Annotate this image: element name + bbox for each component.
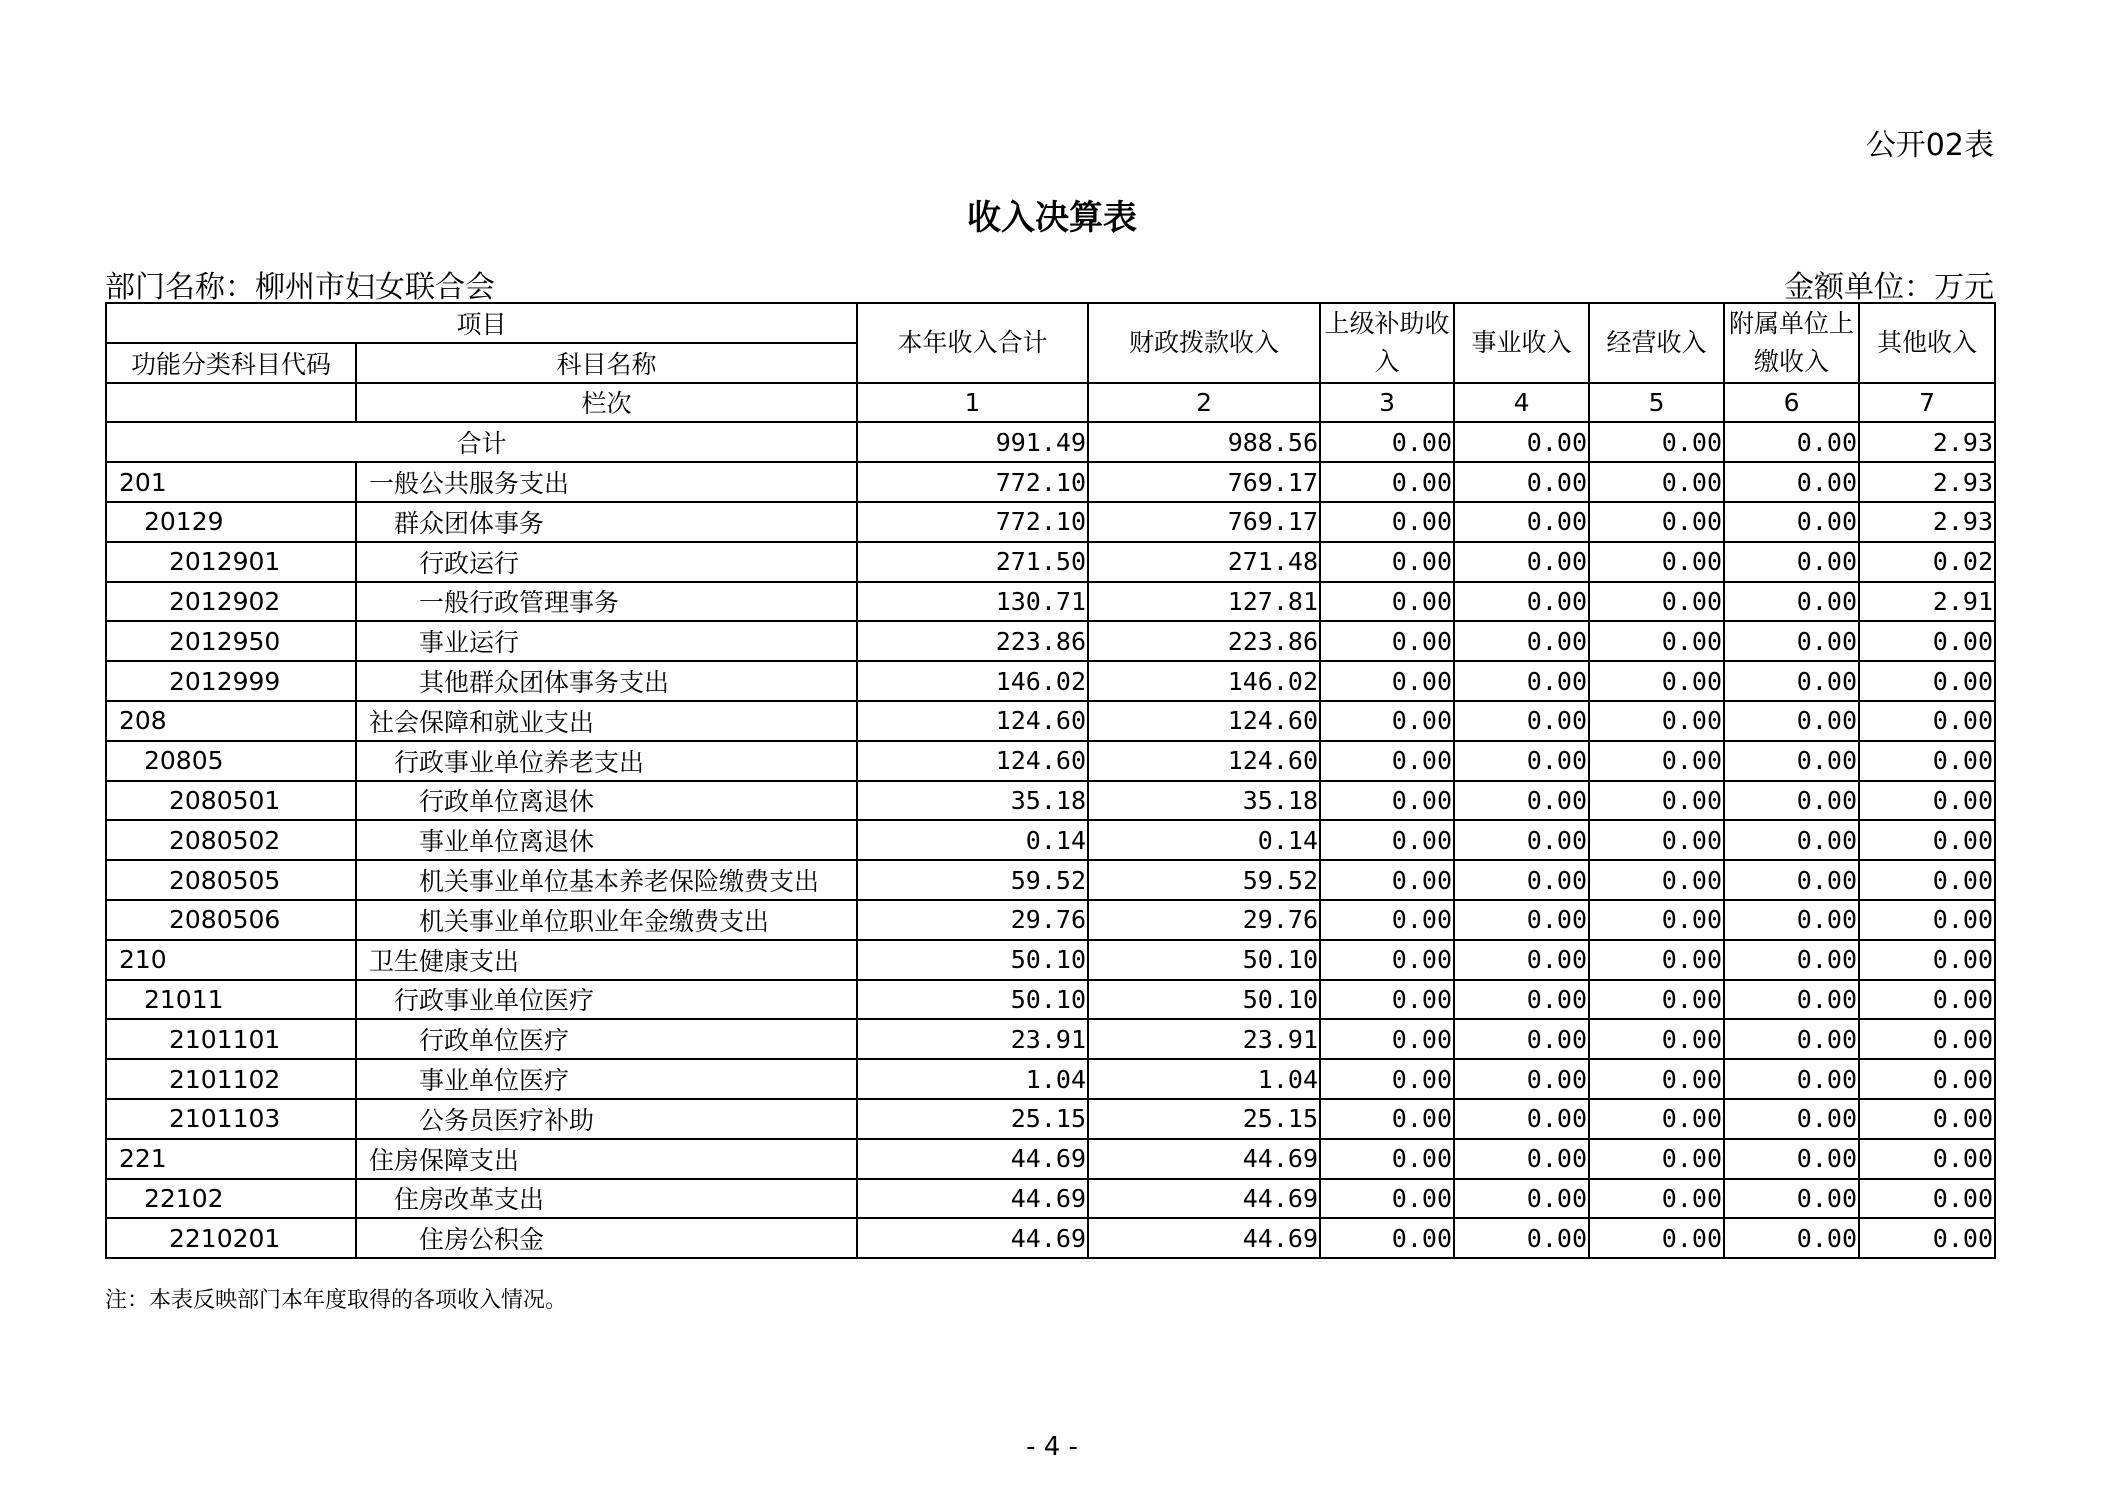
row-name: 行政事业单位医疗	[356, 980, 857, 1020]
row-code: 2101103	[106, 1099, 356, 1139]
row-value: 0.00	[1589, 1059, 1724, 1099]
row-code: 2101101	[106, 1019, 356, 1059]
col-num-2: 2	[1088, 383, 1320, 423]
header-col-5: 经营收入	[1589, 303, 1724, 383]
table-row	[106, 1218, 1995, 1258]
row-value: 0.00	[1454, 1139, 1589, 1179]
row-value: 0.00	[1454, 1099, 1589, 1139]
row-value: 0.00	[1724, 900, 1859, 940]
header-project: 项目	[106, 303, 857, 343]
row-value: 44.69	[857, 1139, 1088, 1179]
header-col-1: 本年收入合计	[857, 303, 1088, 383]
row-code: 210	[106, 940, 356, 980]
row-value: 0.00	[1454, 820, 1589, 860]
row-value: 0.00	[1454, 741, 1589, 781]
row-code: 2012902	[106, 582, 356, 622]
row-value: 25.15	[857, 1099, 1088, 1139]
header-col-2: 财政拨款收入	[1088, 303, 1320, 383]
row-value: 0.00	[1724, 582, 1859, 622]
row-value: 271.48	[1088, 542, 1320, 582]
row-value: 0.00	[1454, 462, 1589, 502]
row-value: 50.10	[857, 940, 1088, 980]
row-value: 0.00	[1454, 542, 1589, 582]
row-value: 0.00	[1724, 1019, 1859, 1059]
row-value: 0.00	[1320, 1179, 1454, 1219]
row-code: 20129	[106, 502, 356, 542]
row-value: 0.00	[1724, 1099, 1859, 1139]
row-value: 0.00	[1724, 1139, 1859, 1179]
row-value: 223.86	[857, 621, 1088, 661]
row-name: 卫生健康支出	[356, 940, 857, 980]
row-value: 2.93	[1859, 502, 1995, 542]
row-value: 0.00	[1589, 542, 1724, 582]
row-value: 1.04	[857, 1059, 1088, 1099]
table-row	[106, 781, 1995, 821]
row-name: 住房改革支出	[356, 1179, 857, 1219]
total-value: 2.93	[1859, 422, 1995, 462]
row-value: 0.00	[1454, 860, 1589, 900]
row-code: 2080505	[106, 860, 356, 900]
row-code: 2012901	[106, 542, 356, 582]
row-value: 271.50	[857, 542, 1088, 582]
row-value: 0.00	[1454, 701, 1589, 741]
table-row	[106, 1099, 1995, 1139]
total-value: 0.00	[1589, 422, 1724, 462]
table-row	[106, 621, 1995, 661]
row-value: 0.00	[1454, 900, 1589, 940]
table-row	[106, 940, 1995, 980]
row-value: 29.76	[857, 900, 1088, 940]
row-value: 0.00	[1589, 1218, 1724, 1258]
row-value: 23.91	[857, 1019, 1088, 1059]
table-row	[106, 701, 1995, 741]
total-row	[106, 422, 1995, 462]
table-row	[106, 661, 1995, 701]
row-value: 0.00	[1589, 1179, 1724, 1219]
row-value: 0.00	[1589, 1019, 1724, 1059]
row-value: 0.00	[1724, 701, 1859, 741]
row-value: 0.00	[1859, 741, 1995, 781]
row-value: 0.00	[1454, 940, 1589, 980]
row-value: 59.52	[1088, 860, 1320, 900]
row-value: 0.00	[1320, 462, 1454, 502]
header-index-blank	[106, 383, 356, 423]
row-value: 0.00	[1320, 502, 1454, 542]
row-value: 0.00	[1589, 582, 1724, 622]
row-value: 0.00	[1589, 701, 1724, 741]
row-name: 一般行政管理事务	[356, 582, 857, 622]
row-value: 124.60	[1088, 701, 1320, 741]
row-name: 机关事业单位职业年金缴费支出	[356, 900, 857, 940]
row-value: 35.18	[857, 781, 1088, 821]
row-value: 0.02	[1859, 542, 1995, 582]
row-value: 0.00	[1320, 940, 1454, 980]
row-name: 事业运行	[356, 621, 857, 661]
page-number: - 4 -	[1026, 1432, 1078, 1462]
row-code: 2210201	[106, 1218, 356, 1258]
row-value: 0.00	[1320, 621, 1454, 661]
table-row	[106, 980, 1995, 1020]
row-value: 0.14	[857, 820, 1088, 860]
table-row	[106, 542, 1995, 582]
header-col-7: 其他收入	[1859, 303, 1995, 383]
row-value: 124.60	[857, 741, 1088, 781]
row-value: 0.00	[1724, 661, 1859, 701]
row-name: 住房公积金	[356, 1218, 857, 1258]
total-value: 991.49	[857, 422, 1088, 462]
table-row	[106, 741, 1995, 781]
row-value: 0.00	[1454, 582, 1589, 622]
row-value: 0.00	[1589, 1099, 1724, 1139]
row-name: 群众团体事务	[356, 502, 857, 542]
row-value: 124.60	[1088, 741, 1320, 781]
table-row	[106, 820, 1995, 860]
row-value: 146.02	[1088, 661, 1320, 701]
row-value: 0.00	[1320, 741, 1454, 781]
row-value: 0.00	[1724, 502, 1859, 542]
row-value: 0.00	[1859, 1218, 1995, 1258]
row-code: 2080501	[106, 781, 356, 821]
row-value: 0.00	[1320, 661, 1454, 701]
col-num-7: 7	[1859, 383, 1995, 423]
row-value: 0.00	[1589, 980, 1724, 1020]
row-name: 事业单位医疗	[356, 1059, 857, 1099]
col-num-1: 1	[857, 383, 1088, 423]
row-name: 公务员医疗补助	[356, 1099, 857, 1139]
row-code: 208	[106, 701, 356, 741]
row-value: 0.00	[1859, 940, 1995, 980]
table-row	[106, 900, 1995, 940]
row-value: 0.00	[1589, 860, 1724, 900]
amount-unit: 金额单位：万元	[1784, 270, 1994, 305]
row-value: 0.00	[1320, 582, 1454, 622]
table-row	[106, 1179, 1995, 1219]
table-row	[106, 860, 1995, 900]
row-value: 0.00	[1859, 1099, 1995, 1139]
row-value: 769.17	[1088, 502, 1320, 542]
row-value: 0.00	[1859, 980, 1995, 1020]
row-value: 0.00	[1724, 741, 1859, 781]
row-value: 44.69	[1088, 1139, 1320, 1179]
total-value: 988.56	[1088, 422, 1320, 462]
col-num-5: 5	[1589, 383, 1724, 423]
row-value: 772.10	[857, 462, 1088, 502]
row-value: 0.00	[1320, 1139, 1454, 1179]
table-row	[106, 1019, 1995, 1059]
header-col-6: 附属单位上缴收入	[1724, 303, 1859, 383]
row-value: 0.00	[1724, 1218, 1859, 1258]
department-name: 部门名称：柳州市妇女联合会	[105, 270, 495, 305]
row-value: 23.91	[1088, 1019, 1320, 1059]
row-value: 0.00	[1724, 1059, 1859, 1099]
row-value: 0.00	[1454, 621, 1589, 661]
row-value: 0.00	[1724, 781, 1859, 821]
row-value: 0.00	[1859, 820, 1995, 860]
row-value: 0.00	[1859, 661, 1995, 701]
row-name: 住房保障支出	[356, 1139, 857, 1179]
row-value: 0.00	[1859, 621, 1995, 661]
row-value: 0.00	[1724, 542, 1859, 582]
table-row	[106, 1139, 1995, 1179]
row-value: 0.00	[1589, 462, 1724, 502]
row-value: 0.00	[1859, 1139, 1995, 1179]
row-name: 一般公共服务支出	[356, 462, 857, 502]
header-col-index-label: 栏次	[356, 383, 857, 423]
row-value: 0.00	[1320, 781, 1454, 821]
row-value: 0.00	[1320, 900, 1454, 940]
row-value: 0.00	[1859, 701, 1995, 741]
row-value: 0.00	[1320, 1218, 1454, 1258]
row-code: 2012950	[106, 621, 356, 661]
row-value: 130.71	[857, 582, 1088, 622]
row-code: 2080506	[106, 900, 356, 940]
row-name: 行政单位离退休	[356, 781, 857, 821]
row-value: 0.00	[1589, 502, 1724, 542]
row-value: 50.10	[1088, 940, 1320, 980]
row-value: 772.10	[857, 502, 1088, 542]
row-value: 44.69	[857, 1218, 1088, 1258]
total-value: 0.00	[1724, 422, 1859, 462]
form-number: 公开02表	[1865, 128, 1994, 163]
table-row	[106, 582, 1995, 622]
row-value: 50.10	[1088, 980, 1320, 1020]
row-value: 29.76	[1088, 900, 1320, 940]
row-value: 0.00	[1320, 542, 1454, 582]
row-value: 0.14	[1088, 820, 1320, 860]
row-value: 0.00	[1454, 661, 1589, 701]
header-row-1	[106, 303, 1995, 343]
row-value: 25.15	[1088, 1099, 1320, 1139]
col-num-4: 4	[1454, 383, 1589, 423]
row-value: 0.00	[1589, 661, 1724, 701]
row-value: 127.81	[1088, 582, 1320, 622]
row-value: 0.00	[1320, 1099, 1454, 1139]
row-value: 0.00	[1454, 1019, 1589, 1059]
table-note: 注：本表反映部门本年度取得的各项收入情况。	[105, 1288, 568, 1313]
row-value: 44.69	[857, 1179, 1088, 1219]
row-value: 0.00	[1724, 980, 1859, 1020]
row-value: 0.00	[1454, 1218, 1589, 1258]
row-value: 0.00	[1320, 820, 1454, 860]
row-value: 0.00	[1724, 940, 1859, 980]
table-row	[106, 1059, 1995, 1099]
row-name: 行政事业单位养老支出	[356, 741, 857, 781]
row-value: 0.00	[1320, 860, 1454, 900]
row-name: 其他群众团体事务支出	[356, 661, 857, 701]
row-value: 0.00	[1859, 900, 1995, 940]
row-code: 221	[106, 1139, 356, 1179]
row-value: 59.52	[857, 860, 1088, 900]
row-value: 0.00	[1724, 1179, 1859, 1219]
table-row	[106, 462, 1995, 502]
total-label: 合计	[106, 422, 857, 462]
row-name: 事业单位离退休	[356, 820, 857, 860]
header-name: 科目名称	[356, 343, 857, 383]
row-value: 0.00	[1859, 1059, 1995, 1099]
row-value: 0.00	[1724, 820, 1859, 860]
row-value: 124.60	[857, 701, 1088, 741]
row-name: 社会保障和就业支出	[356, 701, 857, 741]
row-value: 0.00	[1859, 1179, 1995, 1219]
row-value: 0.00	[1454, 781, 1589, 821]
col-num-3: 3	[1320, 383, 1454, 423]
row-value: 0.00	[1320, 701, 1454, 741]
row-value: 0.00	[1320, 980, 1454, 1020]
row-code: 20805	[106, 741, 356, 781]
page-title: 收入决算表	[967, 198, 1137, 238]
row-value: 146.02	[857, 661, 1088, 701]
row-value: 50.10	[857, 980, 1088, 1020]
row-value: 1.04	[1088, 1059, 1320, 1099]
row-value: 44.69	[1088, 1179, 1320, 1219]
row-value: 0.00	[1724, 462, 1859, 502]
row-code: 22102	[106, 1179, 356, 1219]
row-code: 201	[106, 462, 356, 502]
row-value: 0.00	[1320, 1019, 1454, 1059]
row-value: 0.00	[1454, 980, 1589, 1020]
header-col-3: 上级补助收入	[1320, 303, 1454, 383]
row-code: 21011	[106, 980, 356, 1020]
row-code: 2080502	[106, 820, 356, 860]
row-code: 2012999	[106, 661, 356, 701]
row-name: 机关事业单位基本养老保险缴费支出	[356, 860, 857, 900]
row-value: 0.00	[1859, 860, 1995, 900]
row-value: 0.00	[1589, 940, 1724, 980]
row-value: 0.00	[1589, 781, 1724, 821]
row-value: 2.91	[1859, 582, 1995, 622]
table-row	[106, 502, 1995, 542]
header-row-index	[106, 383, 1995, 423]
row-value: 0.00	[1320, 1059, 1454, 1099]
row-value: 0.00	[1859, 1019, 1995, 1059]
row-value: 0.00	[1859, 781, 1995, 821]
header-code: 功能分类科目代码	[106, 343, 356, 383]
total-value: 0.00	[1454, 422, 1589, 462]
income-table	[105, 302, 1996, 1259]
row-code: 2101102	[106, 1059, 356, 1099]
row-value: 0.00	[1454, 502, 1589, 542]
row-value: 44.69	[1088, 1218, 1320, 1258]
row-value: 35.18	[1088, 781, 1320, 821]
header-col-4: 事业收入	[1454, 303, 1589, 383]
row-value: 2.93	[1859, 462, 1995, 502]
row-value: 0.00	[1454, 1179, 1589, 1219]
row-value: 0.00	[1589, 621, 1724, 661]
row-value: 0.00	[1589, 820, 1724, 860]
row-name: 行政运行	[356, 542, 857, 582]
row-value: 0.00	[1589, 1139, 1724, 1179]
row-value: 0.00	[1589, 741, 1724, 781]
row-value: 0.00	[1724, 621, 1859, 661]
col-num-6: 6	[1724, 383, 1859, 423]
row-value: 0.00	[1589, 900, 1724, 940]
row-value: 769.17	[1088, 462, 1320, 502]
row-value: 223.86	[1088, 621, 1320, 661]
row-name: 行政单位医疗	[356, 1019, 857, 1059]
row-value: 0.00	[1454, 1059, 1589, 1099]
total-value: 0.00	[1320, 422, 1454, 462]
row-value: 0.00	[1724, 860, 1859, 900]
